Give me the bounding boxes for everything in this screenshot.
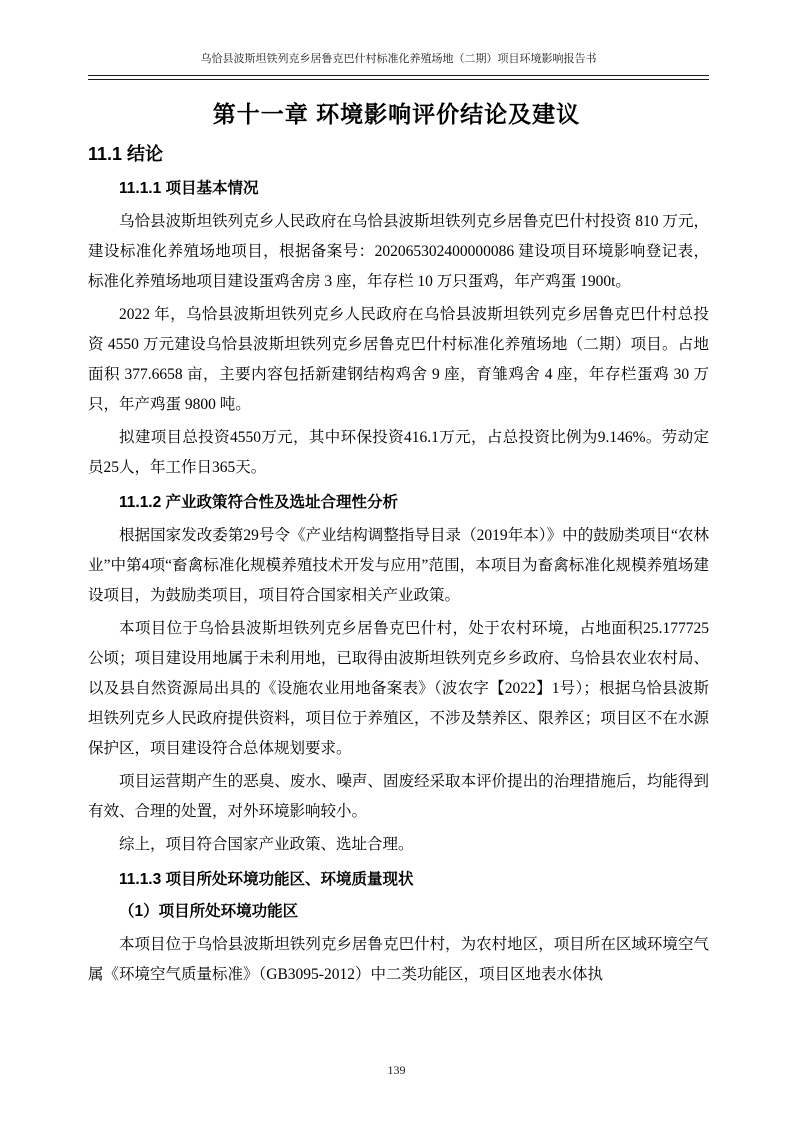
paragraph-industrial-policy: 根据国家发改委第29号令《产业结构调整指导目录（2019年本）》中的鼓励类项目“农林业”中第4项“畜禽标准化规模养殖技术开发与应用”范围，本项目为畜禽标准化规模养殖场建设项目，为鼓励类项目，项目符合国家相关产业政策。: [88, 527, 709, 604]
header-divider-double-rule: [88, 75, 709, 80]
paragraph-project-basic-info-1: 乌恰县波斯坦铁列克乡人民政府在乌恰县波斯坦铁列克乡居鲁克巴什村投资 810 万元，建设标准化养殖场地项目，根据备案号：202065302400000086 建设项目环境影响登记表，标准化养殖场地项目建设蛋鸡舍房 3 座，年存栏 10 万只蛋鸡，年产鸡蛋 1900t。: [88, 213, 709, 290]
chapter-title: 第十一章 环境影响评价结论及建议: [212, 101, 581, 127]
subsection-heading-11-1-3: 11.1.3 项目所处环境功能区、环境质量现状: [119, 871, 414, 888]
paragraph-conclusion-summary: 综上，项目符合国家产业政策、选址合理。: [119, 836, 414, 853]
item-heading-functional-zone: （1）项目所处环境功能区: [119, 903, 299, 920]
paragraph-investment-summary: 拟建项目总投资4550万元，其中环保投资416.1万元，占总投资比例为9.146%。劳动定员25人，年工作日365天。: [88, 429, 709, 476]
paragraph-project-basic-info-2: 2022 年，乌恰县波斯坦铁列克乡人民政府在乌恰县波斯坦铁列克乡居鲁克巴什村总投资 4550 万元建设乌恰县波斯坦铁列克乡居鲁克巴什村标准化养殖场地（二期）项目。占地面积 377.6658 亩，主要内容包括新建钢结构鸡舍 9 座，育雏鸡舍 4 座，年存栏蛋鸡 30 万只，年产鸡蛋 9800 吨。: [88, 306, 709, 413]
subsection-heading-11-1-1: 11.1.1 项目基本情况: [119, 180, 259, 197]
paragraph-site-selection: 本项目位于乌恰县波斯坦铁列克乡居鲁克巴什村，处于农村环境，占地面积25.177725公顷；项目建设用地属于未利用地，已取得由波斯坦铁列克乡乡政府、乌恰县农业农村局、以及县自然资源局出具的《设施农业用地备案表》（波农字【2022】1号）；根据乌恰县波斯坦铁列克乡人民政府提供资料，项目位于养殖区，不涉及禁养区、限养区；项目区不在水源保护区，项目建设符合总体规划要求。: [88, 620, 709, 757]
running-header: 乌恰县波斯坦铁列克乡居鲁克巴什村标准化养殖场地（二期）项目环境影响报告书: [200, 53, 597, 65]
paragraph-functional-zone: 本项目位于乌恰县波斯坦铁列克乡居鲁克巴什村，为农村地区，项目所在区域环境空气属《环境空气质量标准》（GB3095-2012）中二类功能区，项目区地表水体执: [88, 936, 709, 983]
section-heading-11-1: 11.1 结论: [88, 144, 164, 164]
subsection-heading-11-1-2: 11.1.2 产业政策符合性及选址合理性分析: [119, 494, 399, 511]
document-body: [88, 141, 709, 990]
paragraph-operation-impact: 项目运营期产生的恶臭、废水、噪声、固废经采取本评价提出的治理措施后，均能得到有效、合理的处置，对外环境影响较小。: [88, 773, 709, 820]
page-number: 139: [387, 1063, 406, 1077]
